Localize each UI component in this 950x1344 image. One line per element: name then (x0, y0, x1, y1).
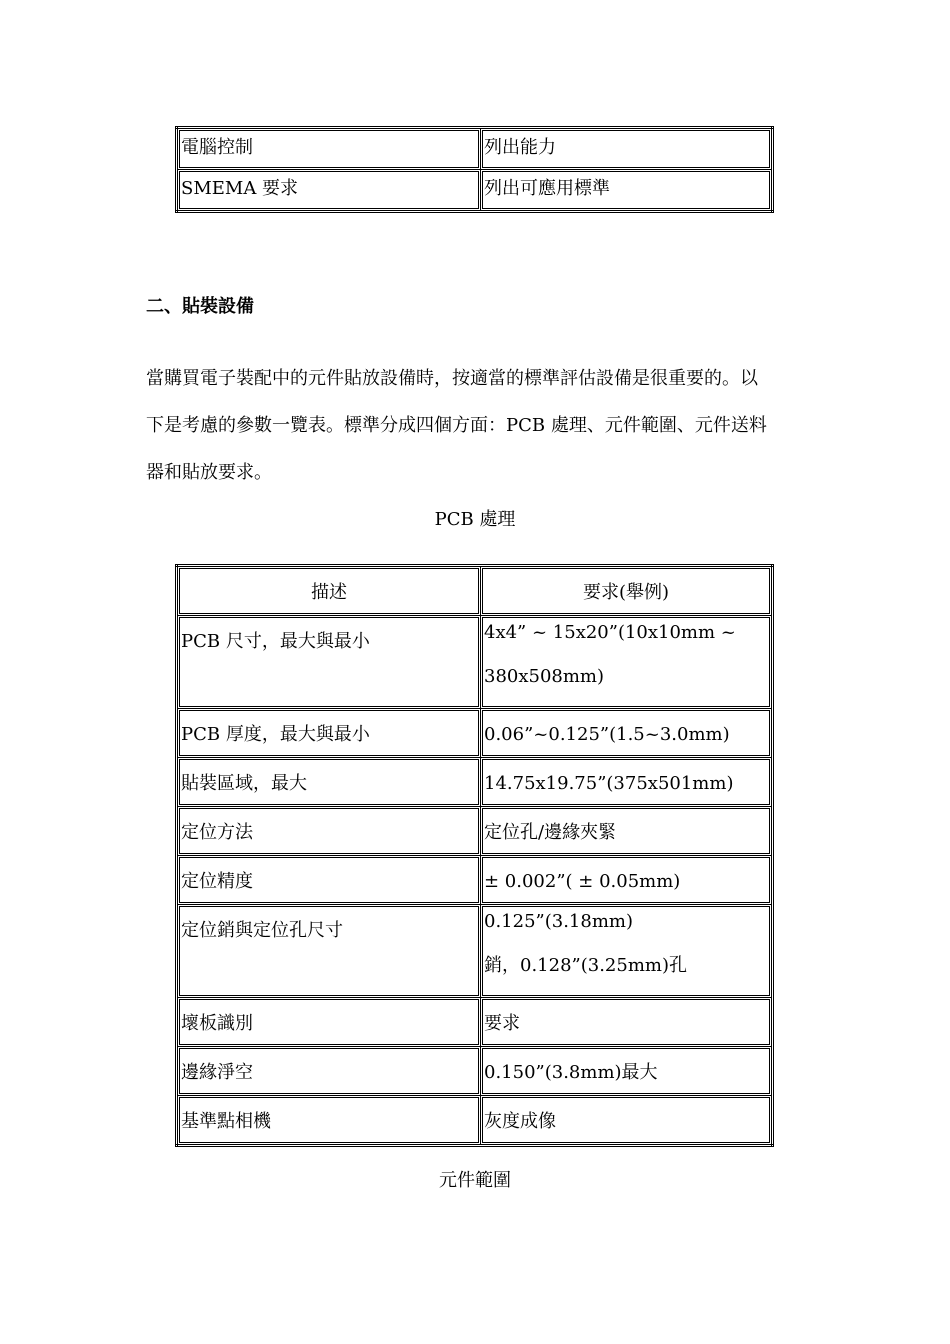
table-row (177, 170, 773, 212)
desc-cell: 定位方法 (177, 807, 481, 856)
req-cell: 0.150”(3.8mm)最大 (481, 1047, 773, 1096)
req-line: 380x508mm) (484, 666, 605, 687)
desc-cell: PCB 尺寸，最大與最小 (177, 616, 481, 709)
desc-cell: 貼裝區域，最大 (177, 758, 481, 807)
column-header-requirement: 要求(舉例) (481, 566, 773, 616)
table-cell: SMEMA 要求 (177, 170, 481, 212)
table-caption-component-range: 元件範圍 (439, 1170, 511, 1191)
table-row (177, 1047, 773, 1096)
paragraph-line: 下是考慮的參數一覽表。標準分成四個方面：PCB 處理、元件範圍、元件送料 (146, 415, 767, 436)
intro-paragraph (146, 355, 806, 496)
column-header-description: 描述 (177, 566, 481, 616)
paragraph-line: 當購買電子裝配中的元件貼放設備時，按適當的標準評估設備是很重要的。以 (146, 368, 758, 389)
table-row (177, 1096, 773, 1146)
req-line: 銷，0.128”(3.25mm)孔 (484, 955, 687, 976)
desc-cell: 定位銷與定位孔尺寸 (177, 905, 481, 998)
req-cell: 0.06”~0.125”(1.5~3.0mm) (481, 709, 773, 758)
table-row (177, 905, 773, 998)
table-caption-pcb: PCB 處理 (434, 509, 516, 530)
table-row (177, 616, 773, 709)
table-row (177, 856, 773, 905)
pcb-handling-table (175, 564, 774, 1147)
table-row (177, 758, 773, 807)
table-row (177, 128, 773, 170)
table-cell: 列出能力 (481, 128, 773, 170)
desc-cell: 基準點相機 (177, 1096, 481, 1146)
desc-cell: 邊緣淨空 (177, 1047, 481, 1096)
req-cell: ± 0.002”( ± 0.05mm) (481, 856, 773, 905)
capabilities-table (175, 126, 774, 213)
desc-cell: PCB 厚度，最大與最小 (177, 709, 481, 758)
req-cell (481, 616, 773, 709)
req-cell: 灰度成像 (481, 1096, 773, 1146)
table-header-row (177, 566, 773, 616)
req-cell: 要求 (481, 998, 773, 1047)
desc-cell: 壞板識別 (177, 998, 481, 1047)
paragraph-line: 器和貼放要求。 (146, 462, 272, 483)
table-cell: 列出可應用標準 (481, 170, 773, 212)
table-row (177, 998, 773, 1047)
table-row (177, 709, 773, 758)
req-cell: 定位孔/邊緣夾緊 (481, 807, 773, 856)
table-cell: 電腦控制 (177, 128, 481, 170)
section-heading: 二、貼裝設備 (146, 296, 254, 317)
req-cell: 14.75x19.75”(375x501mm) (481, 758, 773, 807)
req-cell (481, 905, 773, 998)
req-line: 4x4” ~ 15x20”(10x10mm ~ (484, 622, 736, 643)
table-row (177, 807, 773, 856)
desc-cell: 定位精度 (177, 856, 481, 905)
req-line: 0.125”(3.18mm) (484, 911, 633, 932)
